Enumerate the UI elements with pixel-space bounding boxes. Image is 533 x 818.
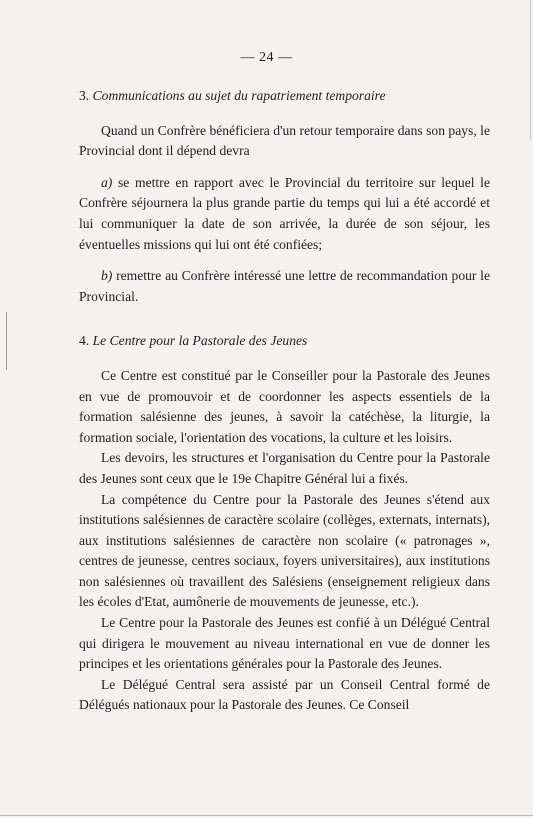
section-3-intro: Quand un Confrère bénéficiera d'un retour temporaire dans son pays, le Provincial dont il dépend devra — [79, 122, 490, 159]
margin-mark — [6, 312, 7, 370]
section-3-item-a — [79, 173, 490, 255]
section-4-paragraph: Le Centre pour la Pastorale des Jeunes est confié à un Délégué Central qui dirigera le mouvement au niveau international en vue de donner les principes et les orientations générales pour la Pastorale des Jeunes. — [79, 615, 490, 672]
item-a-text: se mettre en rapport avec le Provincial du territoire sur lequel le Confrère séjournera la plus grande partie du temps qui lui a été accordé et lui communiquer la date de son arrivée, la durée de son séjour, les éventuelles missions qui lui ont été confiées; — [79, 174, 490, 252]
page-edge-rule — [530, 0, 531, 140]
section-4-heading — [79, 331, 490, 352]
section-3-title: Communications au sujet du rapatriement temporaire — [92, 88, 386, 103]
section-3-heading — [79, 86, 490, 107]
section-4-paragraph: La compétence du Centre pour la Pastorale des Jeunes s'étend aux institutions salésiennes de caractère scolaire (collèges, externats, internats), aux institutions salésiennes de caractère non scolaire (« patronages », centres de jeunesse, centres sociaux, foyers universitaires), aux institutions non salésiennes où travaillent des Salésiens (enseignement religieux dans les écoles d'Etat, aumônerie de mouvements de jeunesse, etc.). — [79, 491, 490, 610]
section-3-item-b — [79, 266, 490, 307]
section-4-title: Le Centre pour la Pastorale des Jeunes — [92, 333, 308, 349]
page-number: — 24 — — [240, 50, 293, 65]
section-3-number: 3. — [79, 88, 90, 103]
section-4-paragraph: Les devoirs, les structures et l'organisation du Centre pour la Pastorale des Jeunes sont ceux que le 19e Chapitre Général lui a fixés. — [79, 450, 490, 486]
item-b-text: remettre au Confrère intéressé une lettre de recommandation pour le Provincial. — [79, 268, 490, 304]
page-bottom-rule — [0, 815, 533, 816]
page-content — [79, 86, 490, 716]
item-a-letter: a) — [101, 174, 113, 190]
item-b-letter: b) — [101, 268, 113, 284]
section-4-paragraph: Le Délégué Central sera assisté par un Conseil Central formé de Délégués nationaux pour la Pastorale des Jeunes. Ce Conseil — [79, 676, 490, 713]
section-4-number: 4. — [79, 333, 90, 349]
section-4-paragraph: Ce Centre est constitué par le Conseiller pour la Pastorale des Jeunes en vue de promouvoir et de coordonner les aspects essentiels de la formation salésienne des jeunes, à savoir la catéchèse, la liturgie, la formation sociale, l'orientation des vocations, la culture et les loisirs. — [79, 367, 490, 445]
